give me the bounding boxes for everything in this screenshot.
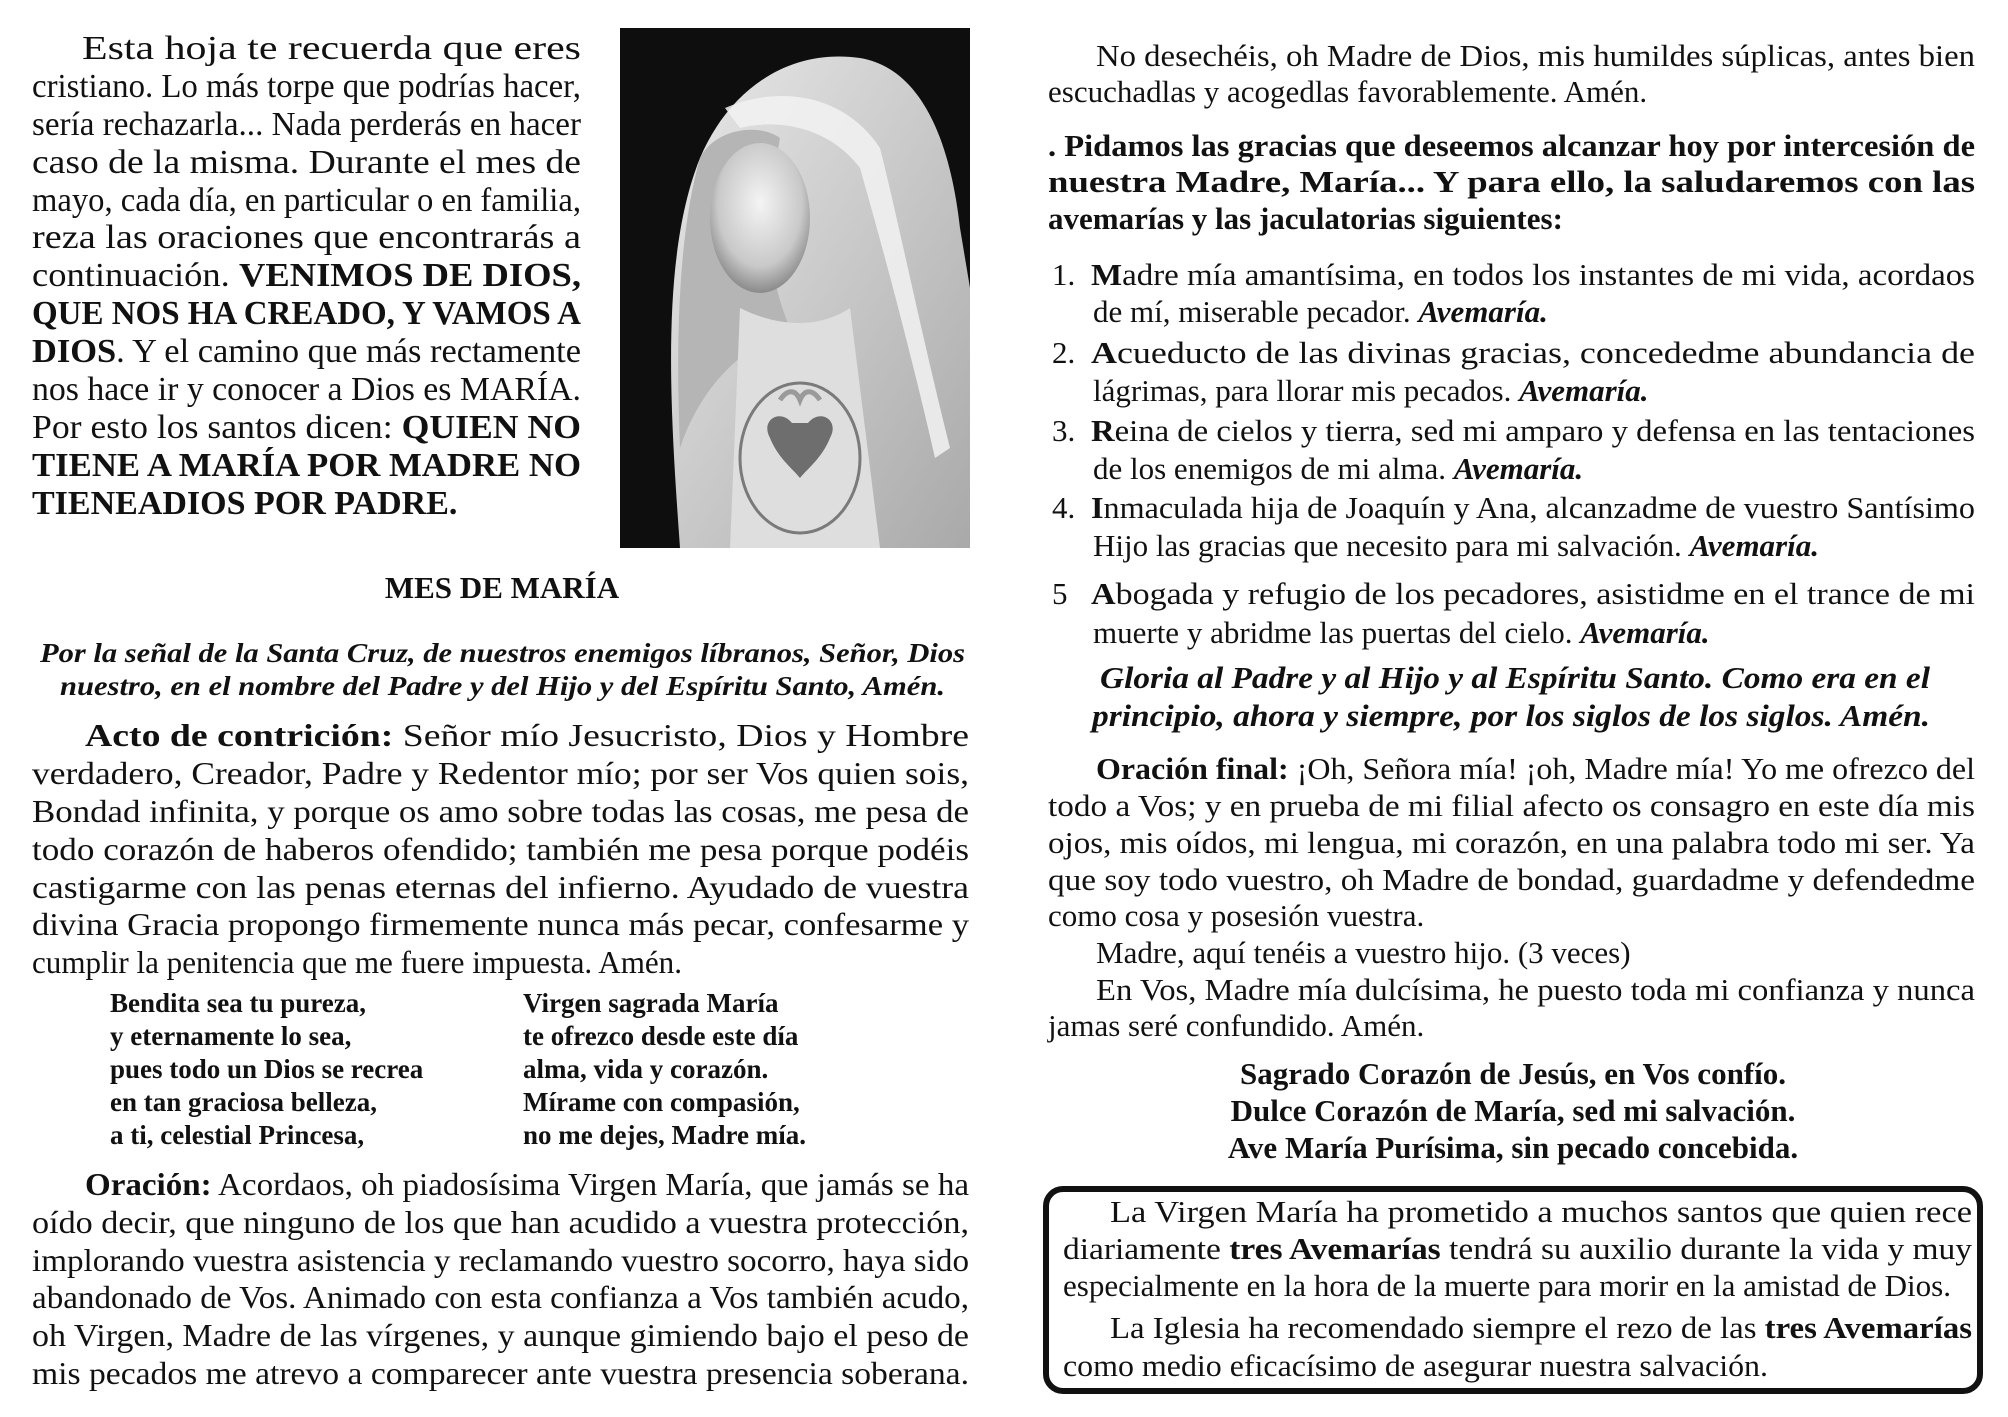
line-content: . Pidamos las gracias que deseemos alcanzar hoy por intercesión de (1048, 128, 1975, 163)
line-content (32, 946, 682, 978)
jaculatoria-number: 2. (1052, 335, 1076, 370)
line-content (85, 1168, 969, 1200)
verse-line-left (110, 1122, 364, 1149)
bold-text: tres Avemarías (1764, 1310, 1972, 1345)
jaculatoria-initial: A (1091, 576, 1116, 611)
line-content: nuestra Madre, María... Y para ello, la saludaremos con las (1048, 164, 1975, 199)
line-content: Virgen sagrada María (523, 988, 779, 1018)
sign-of-cross-line (40, 638, 966, 668)
jaculatoria-number: 3. (1052, 413, 1076, 448)
confianza-line (1048, 1010, 1424, 1041)
line-content (32, 1357, 969, 1389)
act-of-contrition-line (32, 906, 969, 942)
line-content: y eternamente lo sea, (110, 1021, 352, 1051)
text: nos hace ir y conocer a Dios es MARÍA. (32, 371, 581, 408)
jaculatoria-number: 4. (1052, 490, 1076, 525)
intercession-line (1048, 128, 1975, 163)
text: verdadero, Creador, Padre y Redentor mío; por ser Vos quien sois, (32, 755, 969, 791)
text: lágrimas, para llorar mis pecados. (1093, 373, 1520, 408)
jaculatoria-line (1093, 617, 1710, 648)
text: Acordaos, oh piadosísima Virgen María, que jamás se ha (211, 1166, 969, 1202)
text: mayo, cada día, en particular o en familia, (32, 182, 581, 219)
final-prayer-label: Oración final: (1096, 751, 1289, 786)
jaculatoria-initial: A (1091, 335, 1117, 370)
line-content (32, 411, 581, 445)
line-content (1048, 790, 1975, 821)
text: como medio eficacísimo de asegurar nuestra salvación. (1063, 1348, 1768, 1383)
jaculatoria-line (1093, 296, 1548, 327)
intro-line (32, 144, 581, 181)
line-content (1091, 492, 1975, 523)
line-content: nuestro, en el nombre del Padre y del Hijo y del Espíritu Santo, Amén. (60, 671, 945, 701)
verse-line-left (110, 1089, 377, 1116)
line-content: Por la señal de la Santa Cruz, de nuestros enemigos líbranos, Señor, Dios (40, 638, 966, 668)
line-content (1110, 1196, 1972, 1227)
line-content: Mírame con compasión, (523, 1087, 800, 1117)
supplication-line (1096, 38, 1975, 73)
text: La Virgen María ha prometido a muchos santos que quien rece (1110, 1194, 1972, 1229)
jaculatoria-line (1091, 335, 1975, 370)
line-content: Gloria al Padre y al Hijo y al Espíritu Santo. Como era en el (1100, 660, 1930, 695)
text: Hijo las gracias que necesito para mi salvación. (1093, 528, 1690, 563)
closing-line: Dulce Corazón de María, sed mi salvación. (1230, 1093, 1796, 1128)
memorare-line (32, 1242, 969, 1278)
line-content (1048, 827, 1975, 858)
memorare-line (32, 1204, 969, 1240)
line-content (1063, 1270, 1951, 1301)
line-content (1048, 900, 1424, 931)
text: La Iglesia ha recomendado siempre el rezo de las (1110, 1310, 1765, 1345)
verse-line-right (523, 1089, 800, 1116)
page-title: MES DE MARÍA (384, 570, 620, 605)
text: muerte y abridme las puertas del cielo. (1093, 615, 1581, 650)
bold-text: TIENE A MARÍA POR MADRE NO (32, 447, 581, 484)
intro-line (32, 373, 584, 407)
line-content: En Vos, Madre mía dulcísima, he puesto toda mi confianza y nunca (1096, 972, 1975, 1007)
intro-line (32, 184, 604, 218)
verse-line-right (523, 990, 778, 1017)
jaculatoria-line (1091, 490, 1975, 525)
line-content (32, 1281, 969, 1313)
promise-box-line (1110, 1194, 1972, 1229)
verse-line-left (110, 1023, 351, 1050)
act-of-contrition-line (85, 717, 969, 753)
text: divina Gracia propongo firmemente nunca más pecar, confesarme y (32, 906, 969, 942)
line-content: en tan graciosa belleza, (110, 1087, 377, 1117)
virgin-mary-image (620, 28, 970, 548)
line-content (32, 795, 969, 827)
supplication-line (1048, 76, 1647, 107)
text: Esta hoja te recuerda que eres (82, 30, 581, 67)
text: nmaculada hija de Joaquín y Ana, alcanzadme de vuestro Santísimo (1103, 490, 1975, 525)
line-content (32, 373, 581, 407)
line-content (1096, 753, 1975, 784)
jaculatoria-line (1091, 257, 1975, 292)
memorare-label: Oración: (85, 1166, 212, 1202)
final-prayer-line (1048, 900, 1424, 931)
line-content (82, 32, 581, 66)
intro-line (32, 257, 581, 294)
line-content (32, 184, 581, 218)
jaculatoria-initial: M (1091, 257, 1123, 292)
line-content: jamas seré confundido. Amén. (1048, 1008, 1425, 1043)
line-content: Bendita sea tu pureza, (110, 988, 367, 1018)
avemaria-label: Avemaría. (1689, 528, 1819, 563)
line-content (32, 70, 581, 104)
text: bogada y refugio de los pecadores, asistidme en el trance de mi (1115, 576, 1975, 611)
act-of-contrition-line (32, 831, 969, 867)
intro-line (32, 333, 581, 370)
text: cumplir la penitencia que me fuere impuesta. Amén. (32, 944, 682, 980)
promise-box-line (1063, 1270, 1950, 1301)
text: cristiano. Lo más torpe que podrías hacer, (32, 68, 581, 105)
intro-line (32, 447, 581, 484)
intro-line (32, 297, 598, 331)
line-content (1091, 259, 1975, 290)
line-content (32, 108, 581, 142)
line-content: Madre, aquí tenéis a vuestro hijo. (3 veces) (1096, 935, 1631, 970)
act-of-contrition-line (32, 869, 969, 905)
text: Señor mío Jesucristo, Dios y Hombre (393, 717, 969, 753)
text: eina de cielos y tierra, sed mi amparo y defensa en las tentaciones (1114, 413, 1975, 448)
intercession-line (1048, 164, 1975, 199)
line-content (32, 335, 581, 369)
text: . Y el camino que más rectamente (116, 333, 581, 370)
bold-text: tres Avemarías (1229, 1231, 1441, 1266)
final-prayer-line (1048, 788, 1975, 823)
promise-box-line (1110, 1310, 1972, 1345)
line-content (1063, 1350, 1768, 1381)
line-content (1091, 415, 1975, 446)
intro-line (82, 30, 581, 67)
text: oído decir, que ninguno de los que han acudido a vuestra protección, (32, 1204, 969, 1240)
intro-line (32, 108, 596, 142)
text: especialmente en la hora de la muerte para morir en la amistad de Dios. (1063, 1268, 1951, 1303)
line-content (1063, 1233, 1972, 1264)
madre-line (1096, 937, 1631, 968)
line-content (32, 259, 581, 293)
text: todo corazón de haberos ofendido; también me pesa porque podéis (32, 831, 969, 867)
final-prayer-line (1096, 751, 1975, 786)
avemaria-label: Avemaría. (1580, 615, 1710, 650)
intro-line (32, 487, 457, 521)
jaculatoria-line (1091, 413, 1975, 448)
text: ¡Oh, Señora mía! ¡oh, Madre mía! Yo me ofrezco del (1288, 751, 1975, 786)
jaculatoria-initial: R (1091, 413, 1115, 448)
bold-text: DIOS (32, 333, 117, 370)
jaculatoria-line (1093, 375, 1649, 406)
bold-text: QUE NOS HA CREADO, Y VAMOS A (32, 295, 581, 332)
act-of-contrition-line (32, 793, 969, 829)
text: ojos, mis oídos, mi lengua, mi corazón, en una palabra todo mi ser. Ya (1048, 825, 1975, 860)
line-content (85, 719, 969, 751)
line-content (32, 833, 969, 865)
text: Por esto los santos dicen: (32, 409, 402, 446)
virgin-mary-illustration (620, 28, 970, 548)
text: oh Virgen, Madre de las vírgenes, y aunque gimiendo bajo el peso de (32, 1317, 969, 1353)
line-content (1091, 337, 1975, 368)
line-content (32, 908, 969, 940)
verse-line-left (110, 1056, 423, 1083)
text: que soy todo vuestro, oh Madre de bondad, guardadme y defendedme (1048, 862, 1975, 897)
text: abandonado de Vos. Animado con esta confianza a Vos también acudo, (32, 1279, 969, 1315)
verse-line-left (110, 990, 366, 1017)
line-content (1093, 375, 1649, 406)
jaculatoria-initial: I (1091, 490, 1104, 525)
text: de mí, miserable pecador. (1093, 294, 1419, 329)
text: de los enemigos de mi alma. (1093, 451, 1454, 486)
act-of-contrition-line (32, 946, 701, 978)
final-prayer-line (1048, 825, 1975, 860)
line-content (32, 487, 457, 521)
line-content: pues todo un Dios se recrea (110, 1054, 424, 1084)
line-content (32, 221, 581, 255)
text: continuación. (32, 257, 239, 294)
memorare-line (85, 1166, 969, 1202)
line-content: a ti, celestial Princesa, (110, 1120, 365, 1150)
text: adre mía amantísima, en todos los instantes de mi vida, acordaos (1122, 257, 1975, 292)
line-content (32, 146, 581, 180)
closing-line: Sagrado Corazón de Jesús, en Vos confío. (1240, 1056, 1786, 1091)
avemaria-label: Avemaría. (1453, 451, 1584, 486)
intro-line (32, 70, 601, 104)
act-of-contrition-line (32, 755, 969, 791)
text: reza las oraciones que encontrarás a (32, 219, 581, 256)
jaculatoria-number: 1. (1052, 257, 1076, 292)
verse-line-right (523, 1056, 768, 1083)
text: mis pecados me atrevo a comparecer ante vuestra presencia soberana. (32, 1355, 969, 1391)
bold-text: TIENEADIOS POR PADRE. (32, 485, 458, 522)
line-content (1048, 864, 1975, 895)
line-content: escuchadlas y acogedlas favorablemente. Amén. (1048, 74, 1648, 109)
line-content: te ofrezco desde este día (523, 1021, 799, 1051)
jaculatoria-line (1091, 576, 1975, 611)
text: Bondad infinita, y porque os amo sobre todas las cosas, me pesa de (32, 793, 969, 829)
line-content (32, 1319, 969, 1351)
line-content (32, 871, 969, 903)
intro-line (32, 409, 581, 446)
text: diariamente (1063, 1231, 1230, 1266)
sign-of-cross-line (60, 671, 945, 701)
intercession-line (1048, 203, 1563, 234)
line-content (32, 1206, 969, 1238)
text: implorando vuestra asistencia y reclamando vuestro socorro, haya sido (32, 1242, 969, 1278)
confianza-line (1096, 972, 1975, 1007)
line-content (1093, 296, 1548, 327)
line-content: alma, vida y corazón. (523, 1054, 769, 1084)
line-content (1093, 453, 1583, 484)
jaculatoria-number: 5 (1052, 576, 1068, 611)
avemaria-label: Avemaría. (1418, 294, 1548, 329)
jaculatoria-line (1093, 530, 1819, 561)
promise-box-line (1063, 1348, 1768, 1383)
bold-text: VENIMOS DE DIOS, (238, 257, 581, 294)
memorare-line (32, 1317, 969, 1353)
text: todo a Vos; y en prueba de mi filial afecto os consagro en este día mis (1048, 788, 1975, 823)
line-content (1091, 578, 1975, 609)
text: como cosa y posesión vuestra. (1048, 898, 1425, 933)
line-content (32, 1244, 969, 1276)
line-content (32, 449, 581, 483)
avemaria-label: Avemaría. (1519, 373, 1649, 408)
jaculatoria-line (1093, 453, 1583, 484)
line-content: No desechéis, oh Madre de Dios, mis humildes súplicas, antes bien (1096, 38, 1975, 73)
gloria-line (1100, 660, 1930, 695)
line-content (1093, 617, 1710, 648)
text: castigarme con las penas eternas del infierno. Ayudado de vuestra (32, 869, 969, 905)
bold-text: QUIEN NO (401, 409, 581, 446)
text: tendrá su auxilio durante la vida y muy (1440, 1231, 1972, 1266)
line-content: avemarías y las jaculatorias siguientes: (1048, 201, 1563, 236)
verse-line-right (523, 1122, 806, 1149)
text: caso de la misma. Durante el mes de (32, 144, 581, 181)
intro-line (32, 219, 581, 256)
line-content: no me dejes, Madre mía. (523, 1120, 806, 1150)
line-content (1093, 530, 1819, 561)
text: sería rechazarla... Nada perderás en hacer (32, 106, 581, 143)
line-content: principio, ahora y siempre, por los siglos de los siglos. Amén. (1092, 698, 1930, 733)
act-of-contrition-label: Acto de contrición: (85, 717, 394, 753)
closing-line: Ave María Purísima, sin pecado concebida. (1227, 1130, 1799, 1165)
verse-line-right (523, 1023, 798, 1050)
promise-box-line (1063, 1231, 1972, 1266)
line-content (1110, 1312, 1972, 1343)
memorare-line (32, 1355, 969, 1391)
gloria-line (1092, 698, 1930, 733)
line-content (32, 297, 581, 331)
line-content (32, 757, 969, 789)
final-prayer-line (1048, 862, 1975, 897)
text: cueducto de las divinas gracias, concededme abundancia de (1116, 335, 1975, 370)
memorare-line (32, 1279, 969, 1315)
